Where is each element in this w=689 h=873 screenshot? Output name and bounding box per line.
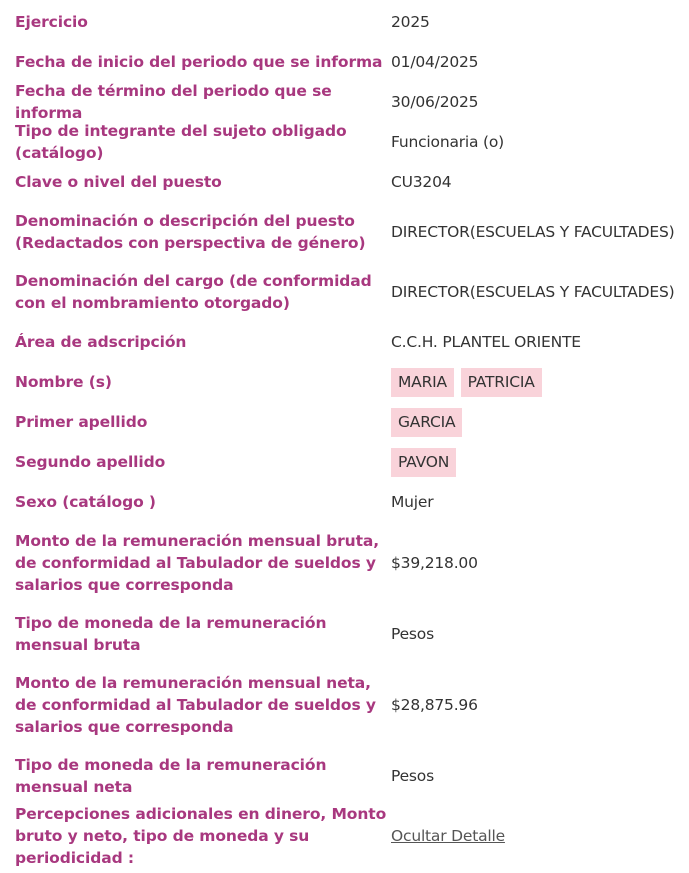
row-value: Pesos bbox=[391, 625, 434, 643]
row-tipo-integrante bbox=[0, 122, 689, 162]
name-chip: MARIA bbox=[391, 368, 454, 397]
row-value bbox=[391, 825, 689, 847]
row-value: 01/04/2025 bbox=[391, 53, 479, 71]
row-fecha-inicio bbox=[0, 42, 689, 82]
row-value: DIRECTOR(ESCUELAS Y FACULTADES) bbox=[391, 223, 675, 241]
name-chip: PATRICIA bbox=[461, 368, 542, 397]
row-moneda-bruta bbox=[0, 604, 689, 664]
row-sexo bbox=[0, 482, 689, 522]
row-label: Clave o nivel del puesto bbox=[15, 173, 222, 191]
row-moneda-neta bbox=[0, 746, 689, 806]
row-label: Denominación del cargo (de conformidad con el nombramiento otorgado) bbox=[15, 272, 372, 312]
row-monto-bruto bbox=[0, 522, 689, 604]
row-label: Ejercicio bbox=[15, 13, 88, 31]
row-value: 30/06/2025 bbox=[391, 93, 479, 111]
row-label: Monto de la remuneración mensual bruta, de conformidad al Tabulador de sueldos y salarios que corresponda bbox=[15, 532, 380, 594]
row-label: Primer apellido bbox=[15, 413, 148, 431]
row-nombre bbox=[0, 362, 689, 402]
row-monto-neto bbox=[0, 664, 689, 746]
hide-detail-link[interactable]: Ocultar Detalle bbox=[391, 827, 505, 845]
row-clave-puesto bbox=[0, 162, 689, 202]
row-value: C.C.H. PLANTEL ORIENTE bbox=[391, 333, 581, 351]
row-label: Segundo apellido bbox=[15, 453, 166, 471]
row-label: Denominación o descripción del puesto (Redactados con perspectiva de género) bbox=[15, 212, 366, 252]
row-value bbox=[391, 448, 689, 477]
row-label: Percepciones adicionales en dinero, Monto bruto y neto, tipo de moneda y su periodicidad : bbox=[15, 805, 387, 867]
row-label: Sexo (catálogo ) bbox=[15, 493, 156, 511]
row-value: Pesos bbox=[391, 767, 434, 785]
row-value: $28,875.96 bbox=[391, 696, 478, 714]
row-value bbox=[391, 368, 689, 397]
row-value: Funcionaria (o) bbox=[391, 133, 505, 151]
row-label: Área de adscripción bbox=[15, 333, 187, 351]
row-denominacion-puesto bbox=[0, 202, 689, 262]
row-area-adscripcion bbox=[0, 322, 689, 362]
row-label: Tipo de integrante del sujeto obligado (catálogo) bbox=[15, 122, 347, 162]
row-percepciones-adicionales bbox=[0, 806, 689, 866]
row-value: Mujer bbox=[391, 493, 434, 511]
row-value: DIRECTOR(ESCUELAS Y FACULTADES) bbox=[391, 283, 675, 301]
row-label: Fecha de inicio del periodo que se informa bbox=[15, 53, 383, 71]
row-value: $39,218.00 bbox=[391, 554, 478, 572]
row-value bbox=[391, 408, 689, 437]
surname-chip: GARCIA bbox=[391, 408, 462, 437]
row-primer-apellido bbox=[0, 402, 689, 442]
row-segundo-apellido bbox=[0, 442, 689, 482]
row-label: Tipo de moneda de la remuneración mensual neta bbox=[15, 756, 327, 796]
row-label: Nombre (s) bbox=[15, 373, 112, 391]
row-fecha-termino bbox=[0, 82, 689, 122]
row-value: 2025 bbox=[391, 13, 430, 31]
row-value: CU3204 bbox=[391, 173, 452, 191]
surname-chip: PAVON bbox=[391, 448, 456, 477]
row-label: Fecha de término del periodo que se informa bbox=[15, 82, 332, 122]
row-ejercicio bbox=[0, 2, 689, 42]
row-label: Tipo de moneda de la remuneración mensual bruta bbox=[15, 614, 327, 654]
row-denominacion-cargo bbox=[0, 262, 689, 322]
row-label: Monto de la remuneración mensual neta, de conformidad al Tabulador de sueldos y salarios que corresponda bbox=[15, 674, 376, 736]
